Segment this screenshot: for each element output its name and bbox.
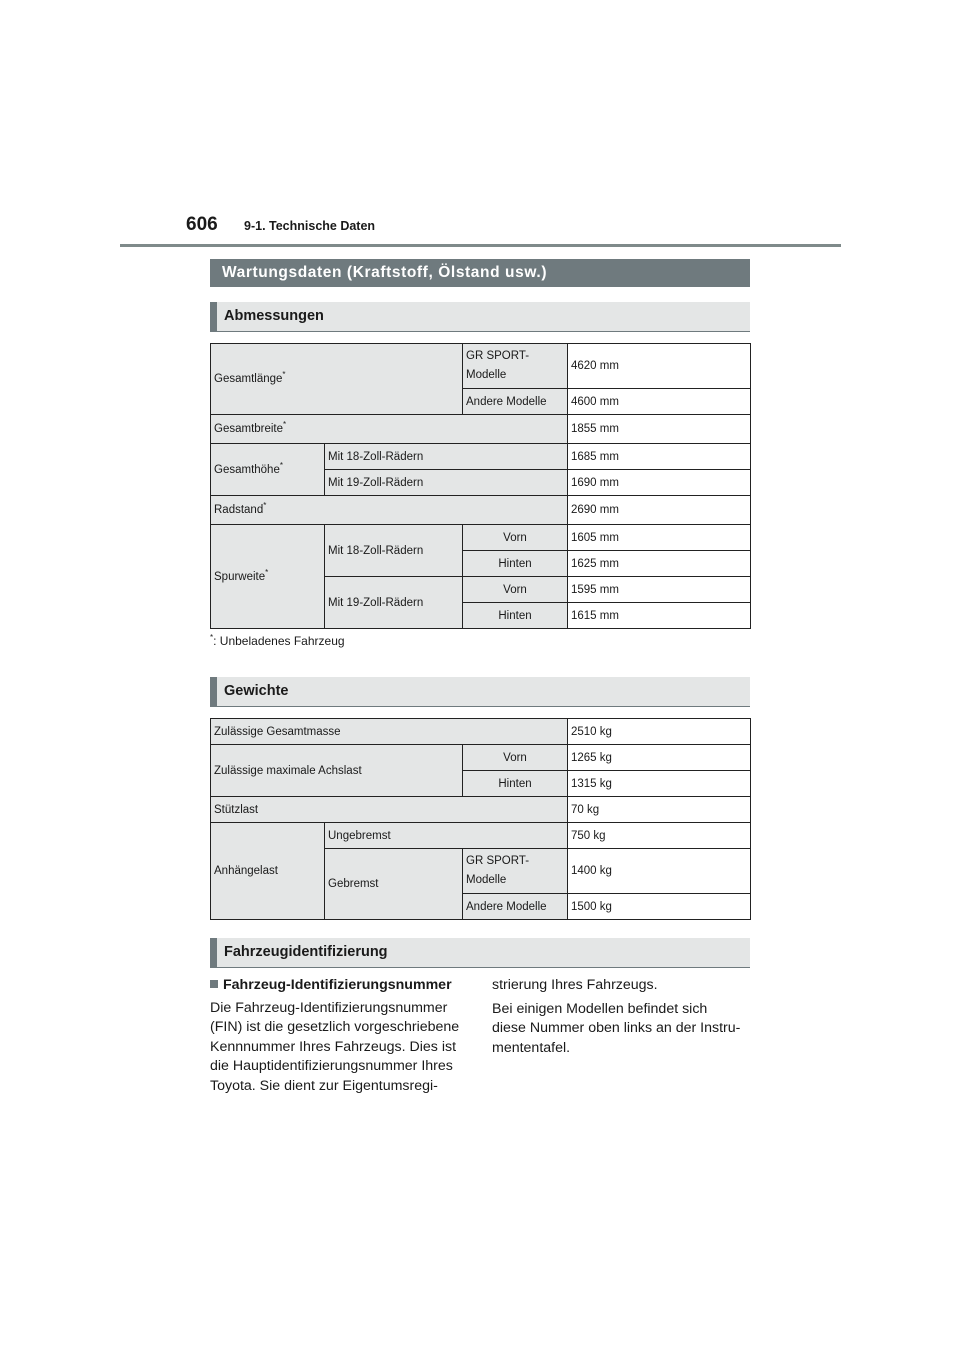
table-row [211,496,751,525]
square-bullet-icon [210,980,218,988]
table-cell: 1265 kg [568,745,751,771]
header-rule [120,244,841,247]
table-cell: GR SPORT- Modelle [463,849,568,894]
table-cell: Zulässige Gesamtmasse [211,719,568,745]
vin-location-paragraph: Bei einigen Modellen befindet sich diese Nummer oben links an der Instru- mententafel. [492,1000,741,1056]
table-cell: 750 kg [568,823,751,849]
table-cell: 1855 mm [568,415,751,444]
dimensions-table [210,343,751,629]
section-banner: Wartungsdaten (Kraftstoff, Ölstand usw.) [210,259,750,287]
table-cell: 2510 kg [568,719,751,745]
table-cell: 1500 kg [568,894,751,920]
vin-subheading: Fahrzeug-Identifizierungsnummer [210,976,480,996]
table-cell: Anhängelast [211,823,325,920]
table-cell: Mit 18-Zoll-Rädern [325,525,463,577]
table-cell: Radstand* [211,496,568,525]
section-heading-dimensions: Abmessungen [210,302,750,332]
table-cell: 1315 kg [568,771,751,797]
table-cell: 1605 mm [568,525,751,551]
vin-paragraph: Die Fahrzeug-Identifizierungsnummer (FIN) ist die gesetzlich vorgeschriebene Kennnummer Ihres Fahrzeugs. Dies ist die Hauptidentifizierungsnummer Ihres Toyota. Sie dient zur Eigentumsregi- [210,999,460,1094]
weights-table [210,718,751,920]
table-cell: GR SPORT- Modelle [463,344,568,389]
table-cell: Mit 19-Zoll-Rädern [325,577,463,629]
table-cell: Hinten [463,771,568,797]
table-row [211,823,751,849]
table-row [211,415,751,444]
table-cell: Hinten [463,603,568,629]
table-cell: Vorn [463,577,568,603]
table-cell: Stützlast [211,797,568,823]
table-row [211,797,751,823]
table-cell: Vorn [463,525,568,551]
table-cell: Gebremst [325,849,463,920]
table-row [211,525,751,551]
table-cell: 1625 mm [568,551,751,577]
table-row [211,719,751,745]
footnote: *: Unbeladenes Fahrzeug [210,633,345,648]
table-cell: 4600 mm [568,389,751,415]
table-cell: Gesamtbreite* [211,415,568,444]
table-cell: Gesamtlänge* [211,344,463,415]
table-cell: 1690 mm [568,470,751,496]
table-cell: Andere Modelle [463,894,568,920]
table-cell: Mit 19-Zoll-Rädern [325,470,568,496]
table-cell: Ungebremst [325,823,568,849]
vin-right-column [492,976,752,1058]
section-heading-identification: Fahrzeugidentifizierung [210,938,750,968]
table-row [211,745,751,771]
table-row [211,344,751,389]
table-row [211,444,751,470]
table-cell: Gesamthöhe* [211,444,325,496]
table-cell: 4620 mm [568,344,751,389]
vin-paragraph-continued: strierung Ihres Fahrzeugs. [492,977,658,993]
vin-left-column [210,976,480,1097]
table-cell: Vorn [463,745,568,771]
table-cell: 1615 mm [568,603,751,629]
section-heading-weights: Gewichte [210,677,750,707]
table-cell: 1400 kg [568,849,751,894]
table-cell: 2690 mm [568,496,751,525]
chapter-title: 9-1. Technische Daten [244,219,376,233]
table-cell: Zulässige maximale Achslast [211,745,463,797]
table-cell: Andere Modelle [463,389,568,415]
table-cell: Spurweite* [211,525,325,629]
table-cell: 1595 mm [568,577,751,603]
table-cell: 1685 mm [568,444,751,470]
table-cell: 70 kg [568,797,751,823]
page-number: 606 [186,214,218,235]
table-cell: Hinten [463,551,568,577]
table-cell: Mit 18-Zoll-Rädern [325,444,568,470]
